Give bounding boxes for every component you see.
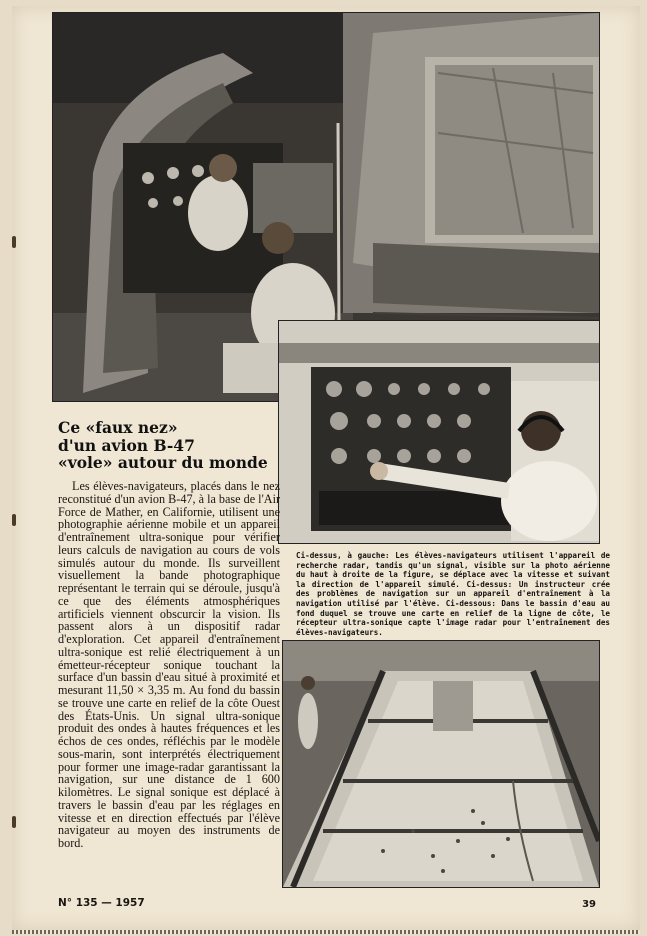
photo-water-tank: [282, 640, 600, 888]
photo-instructor-panel: [278, 320, 600, 544]
article-body: Les élèves-navigateurs, placés dans le nez reconstitué d'un avion B-47, à la base de l'Air Force de Mather, en Californie, utilisent une photographie aérienne mobile et un appareil d'entraînement ultra-sonique pour vérifier leurs calculs de navigation au cours de vols simulés autour du monde. Ils surveillent visuellement la bande photographique représentant le terrain qui se déroule, jusqu'à ce que des éléments atmosphériques artificiels viennent obscurcir la vision. Ils passent alors à un dispositif radar d'exploration. Cet appareil d'entraînement ultra-sonique est relié électriquement à un émetteur-récepteur sonique touchant la surface d'un bassin d'eau situé à proximité et mesurant 11,50 × 3,35 m. Au fond du bassin se trouve une carte en relief de la côte Ouest des États-Unis. Un signal ultra-sonique produit des ondes à hautes fréquences et les échos de ces ondes, réfléchis par le modèle sous-marin, sont interprétés électriquement pour former une image-radar garantissant la navigation, sur une distance de 1 600 kilomètres. Le signal sonique est déplacé à travers le bassin d'eau par les réglages en vitesse et en direction effectués par l'élève navigateur au moyen des instruments de bord.: [58, 479, 281, 850]
binding-mark: [12, 514, 16, 526]
page-number: 39: [582, 899, 596, 910]
headline-line-3: «vole» autour du monde: [58, 453, 268, 472]
headline-line-2: d'un avion B-47: [58, 435, 195, 455]
article-headline: [58, 419, 283, 472]
photo-caption: Ci-dessus, à gauche: Les élèves-navigateurs utilisent l'appareil de recherche radar, tandis qu'un signal, visible sur la photo aérienne du haut à droite de la figure, se déplace avec la vitesse et suivant la direction de l'appareil simulé. Ci-dessus: Un instructeur crée des problèmes de navigation sur un appareil d'entraînement à la navigation utilisé par l'élève. Ci-dessous: Dans le bassin d'eau au fond duquel se trouve une carte en relief de la ligne de côte, le récepteur ultra-sonique capte l'image radar pour l'entraînement des élèves-navigateurs.: [296, 551, 610, 637]
headline-line-1: Ce «faux nez»: [58, 418, 178, 437]
binding-mark: [12, 816, 16, 828]
issue-label: N° 135 — 1957: [58, 897, 145, 909]
binding-mark: [12, 236, 16, 248]
page-edge: [12, 930, 640, 934]
magazine-page: [12, 6, 640, 930]
